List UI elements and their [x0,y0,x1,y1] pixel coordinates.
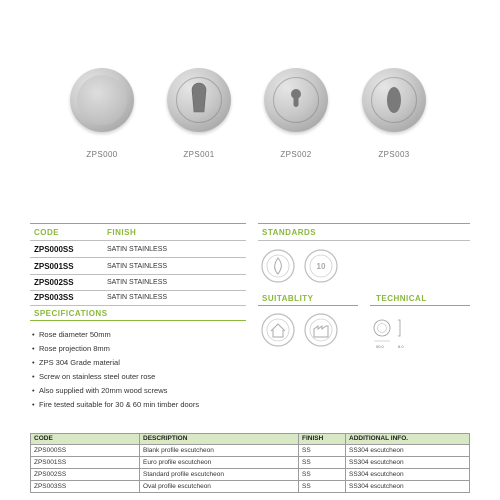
table-border [298,433,299,493]
finish-row-code: ZPS003SS [34,293,74,302]
table-border [139,433,140,493]
table-border [30,492,470,493]
table-cell: Standard profile escutcheon [143,471,224,478]
section-rule [30,320,246,321]
column-header-additional-info: ADDITIONAL INFO. [349,435,409,442]
product-label: ZPS001 [183,150,215,159]
section-rule [30,223,246,224]
finish-row-finish: SATIN STAINLESS [107,279,168,286]
product-image-zps001 [167,68,231,132]
finish-header: FINISH [107,228,137,237]
section-rule [258,223,470,224]
table-border [30,456,470,457]
spec-item: • Rose projection 8mm [39,344,110,353]
technical-title: TECHNICAL [376,294,427,303]
table-border [30,433,31,493]
spec-item: • ZPS 304 Grade material [39,358,120,367]
table-border [345,433,346,493]
column-header-code: CODE [34,435,53,442]
product-label: ZPS002 [280,150,312,159]
table-cell: SS304 escutcheon [349,447,404,454]
table-border [469,433,470,493]
table-cell: ZPS001SS [34,459,67,466]
table-cell: ZPS000SS [34,447,67,454]
domestic-use-icon [260,312,296,348]
specifications-title: SPECIFICATIONS [34,309,108,318]
table-cell: Oval profile escutcheon [143,483,211,490]
euro-keyhole-icon [167,68,231,132]
rose-face [77,75,127,125]
spec-item: • Screw on stainless steel outer rose [39,372,155,381]
table-cell: SS304 escutcheon [349,471,404,478]
divider [30,274,246,275]
product-label: ZPS000 [86,150,118,159]
product-image-zps000 [70,68,134,132]
table-cell: ZPS002SS [34,471,67,478]
product-label: ZPS003 [378,150,410,159]
finish-row-code: ZPS002SS [34,278,74,287]
table-cell: SS [302,447,311,454]
finish-row-finish: SATIN STAINLESS [107,246,168,253]
column-header-description: DESCRIPTION [143,435,188,442]
ten-year-guarantee-icon [303,248,339,284]
finish-row-code: ZPS000SS [34,245,74,254]
divider [30,240,246,241]
technical-width-dim: 50.0 [376,344,384,349]
technical-depth-dim: 8.0 [398,344,404,349]
product-image-zps002 [264,68,328,132]
standard-keyhole-icon [264,68,328,132]
spec-item: • Rose diameter 50mm [39,330,111,339]
finish-row-code: ZPS001SS [34,262,74,271]
oval-keyhole-icon [362,68,426,132]
suitability-title: SUITABLITY [262,294,314,303]
table-border [30,433,470,434]
table-border [30,480,470,481]
table-cell: SS [302,459,311,466]
table-cell: SS [302,483,311,490]
divider [30,290,246,291]
section-rule [370,305,470,306]
svg-text:10: 10 [316,262,326,271]
finish-row-finish: SATIN STAINLESS [107,294,168,301]
product-image-zps003 [362,68,426,132]
table-cell: Blank profile escutcheon [143,447,214,454]
table-cell: Euro profile escutcheon [143,459,212,466]
table-border [30,444,470,445]
spec-item: • Fire tested suitable for 30 & 60 min timber doors [39,400,199,409]
table-cell: SS304 escutcheon [349,483,404,490]
table-cell: SS304 escutcheon [349,459,404,466]
section-rule [258,305,358,306]
standards-title: STANDARDS [262,228,317,237]
spec-item: • Also supplied with 20mm wood screws [39,386,167,395]
divider [258,240,470,241]
fire-rated-icon [260,248,296,284]
column-header-finish: FINISH [302,435,324,442]
finish-row-finish: SATIN STAINLESS [107,263,168,270]
code-header: CODE [34,228,60,237]
divider [30,305,246,306]
table-border [30,468,470,469]
divider [30,257,246,258]
table-cell: SS [302,471,311,478]
commercial-use-icon [303,312,339,348]
table-cell: ZPS003SS [34,483,67,490]
